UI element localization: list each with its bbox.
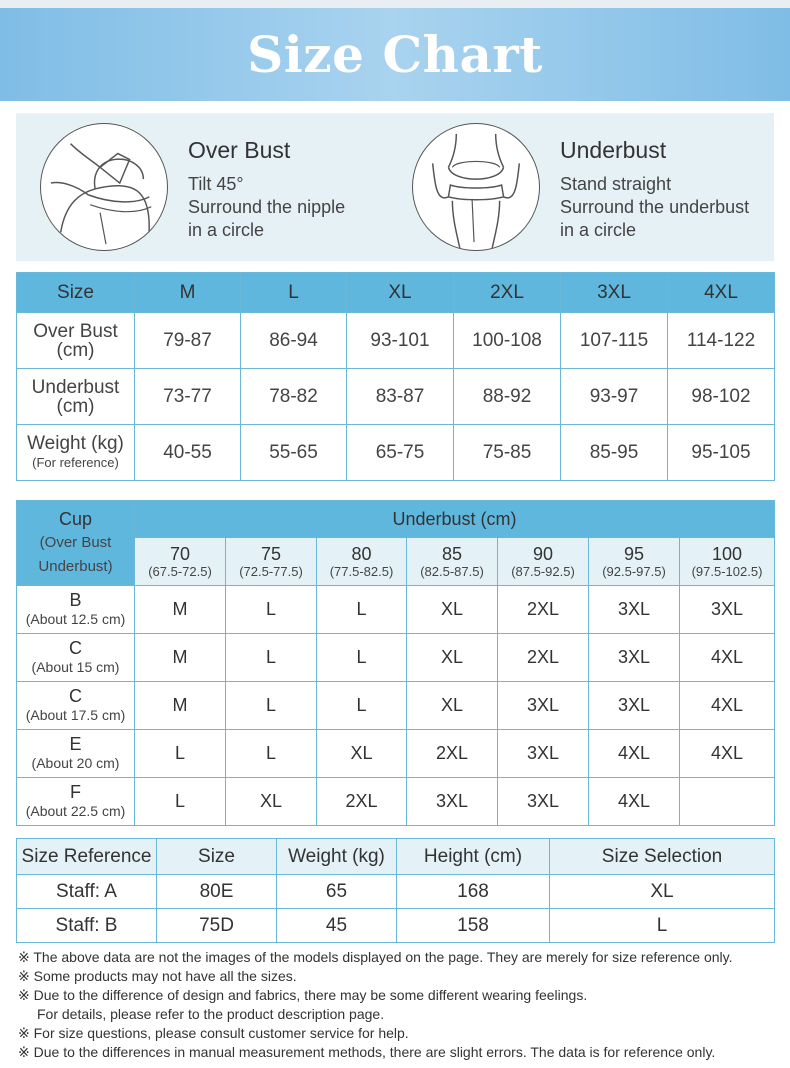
note-line: For details, please refer to the product description page. (37, 1006, 385, 1022)
underbust-col (589, 538, 680, 586)
table-row (17, 425, 775, 481)
row-label-text: Over Bust (33, 320, 118, 342)
table-cell: 100-108 (454, 313, 561, 369)
table-cell: 4XL (680, 634, 775, 682)
cup-about: (About 12.5 cm) (25, 610, 126, 627)
table-row (17, 586, 775, 634)
cup-about: (About 17.5 cm) (25, 706, 126, 723)
note-line: ※ Due to the differences in manual measurement methods, there are slight errors. The data is for reference only. (18, 1044, 716, 1060)
reference-header-cell: Size Selection (550, 839, 775, 875)
page-title: Size Chart (247, 25, 543, 84)
underbust-range: (97.5-102.5) (691, 563, 763, 579)
size-header-cell: 2XL (454, 273, 561, 313)
over-bust-illustration-icon (40, 123, 168, 251)
table-cell: XL (407, 586, 498, 634)
reference-header-cell: Height (cm) (397, 839, 550, 875)
underbust-line-2: Surround the underbust (560, 197, 750, 217)
table-cell: 107-115 (561, 313, 668, 369)
size-reference-table (16, 838, 775, 943)
measurement-guide (16, 113, 774, 261)
size-header-cell: M (135, 273, 241, 313)
cup-about: (About 15 cm) (31, 658, 120, 675)
reference-header-cell: Size Reference (17, 839, 157, 875)
table-cell: L (317, 634, 407, 682)
cup-letter: F (70, 781, 81, 802)
size-header-cell: 4XL (668, 273, 775, 313)
cup-about: (About 22.5 cm) (25, 802, 126, 819)
cup-sub-2: Underbust) (38, 558, 113, 575)
reference-header-cell: Weight (kg) (277, 839, 397, 875)
underbust-range: (72.5-77.5) (239, 563, 303, 579)
size-header-cell: 3XL (561, 273, 668, 313)
underbust-col (407, 538, 498, 586)
table-cell: L (317, 586, 407, 634)
row-label (17, 369, 135, 425)
underbust-guide (388, 113, 774, 261)
cup-label (17, 778, 135, 826)
table-cell: 93-97 (561, 369, 668, 425)
top-strip (0, 0, 790, 8)
table-row (17, 909, 775, 943)
underbust-range: (82.5-87.5) (420, 563, 484, 579)
table-cell: 2XL (498, 586, 589, 634)
table-cell: 3XL (589, 586, 680, 634)
table-cell: 4XL (680, 682, 775, 730)
table-cell: 79-87 (135, 313, 241, 369)
row-label-sub: (cm) (56, 339, 95, 361)
size-table-header (17, 273, 775, 313)
table-cell: 65 (277, 875, 397, 909)
table-cell: 98-102 (668, 369, 775, 425)
table-cell: L (226, 586, 317, 634)
cup-label (17, 682, 135, 730)
cup-sub-1: (Over Bust (39, 534, 112, 551)
table-cell: 3XL (498, 778, 589, 826)
over-bust-guide (16, 113, 386, 261)
underbust-num: 70 (169, 543, 191, 564)
underbust-illustration-icon (412, 123, 540, 251)
table-cell: XL (226, 778, 317, 826)
table-cell: 2XL (498, 634, 589, 682)
size-header-cell: L (241, 273, 347, 313)
size-header-label: Size (17, 273, 135, 313)
row-label-sub: (For reference) (32, 454, 119, 470)
table-cell: 114-122 (668, 313, 775, 369)
table-cell: 78-82 (241, 369, 347, 425)
table-row (17, 634, 775, 682)
table-cell: 2XL (407, 730, 498, 778)
table-cell: 168 (397, 875, 550, 909)
underbust-range: (67.5-72.5) (148, 563, 212, 579)
row-label-text: Weight (kg) (27, 432, 124, 454)
row-label-text: Underbust (31, 376, 120, 398)
notes (18, 948, 790, 1062)
table-cell: 3XL (589, 682, 680, 730)
underbust-num: 85 (441, 543, 463, 564)
reference-header (17, 839, 775, 875)
table-cell: L (226, 730, 317, 778)
underbust-col (226, 538, 317, 586)
underbust-line-3: in a circle (560, 220, 637, 240)
table-row (17, 778, 775, 826)
row-label (17, 425, 135, 481)
over-bust-description (188, 173, 345, 242)
table-cell: M (135, 682, 226, 730)
note-line: ※ The above data are not the images of the models displayed on the page. They are merely for size reference only. (18, 949, 733, 965)
table-cell: L (226, 634, 317, 682)
table-cell: L (135, 778, 226, 826)
underbust-num: 90 (532, 543, 554, 564)
table-cell: 2XL (317, 778, 407, 826)
table-cell: 75D (157, 909, 277, 943)
table-cell: 55-65 (241, 425, 347, 481)
table-cell: 75-85 (454, 425, 561, 481)
table-cell: XL (407, 682, 498, 730)
underbust-col (498, 538, 589, 586)
row-label (17, 313, 135, 369)
table-cell: L (317, 682, 407, 730)
size-table (16, 272, 775, 481)
table-cell: 88-92 (454, 369, 561, 425)
cup-about: (About 20 cm) (31, 754, 120, 771)
cup-label (17, 634, 135, 682)
table-cell: 3XL (680, 586, 775, 634)
table-cell: 83-87 (347, 369, 454, 425)
table-cell: 86-94 (241, 313, 347, 369)
underbust-line-1: Stand straight (560, 174, 672, 194)
table-cell: 45 (277, 909, 397, 943)
underbust-range: (87.5-92.5) (511, 563, 575, 579)
size-header-cell: XL (347, 273, 454, 313)
table-row (17, 313, 775, 369)
table-cell: L (135, 730, 226, 778)
underbust-num: 100 (711, 543, 743, 564)
table-cell: L (226, 682, 317, 730)
note-line: ※ Due to the difference of design and fabrics, there may be some different wearing feelings. (18, 987, 588, 1003)
table-cell: XL (550, 875, 775, 909)
underbust-col (317, 538, 407, 586)
cup-label (17, 586, 135, 634)
over-bust-line-1: Tilt 45° (188, 174, 244, 194)
underbust-num: 80 (351, 543, 372, 564)
underbust-heading: Underbust (560, 137, 667, 163)
table-cell: 95-105 (668, 425, 775, 481)
table-cell: 4XL (589, 730, 680, 778)
table-row (17, 875, 775, 909)
row-label-sub: (cm) (56, 395, 95, 417)
underbust-num: 75 (260, 543, 282, 564)
underbust-num: 95 (623, 543, 645, 564)
underbust-description (560, 173, 749, 242)
over-bust-line-2: Surround the nipple (188, 197, 346, 217)
cup-title: Cup (58, 509, 93, 529)
table-row (17, 369, 775, 425)
note-line: ※ For size questions, please consult customer service for help. (18, 1025, 409, 1041)
table-cell: 80E (157, 875, 277, 909)
table-cell: 4XL (680, 730, 775, 778)
table-cell: XL (407, 634, 498, 682)
note-line: ※ Some products may not have all the sizes. (18, 968, 297, 984)
table-cell: Staff: A (17, 875, 157, 909)
table-cell (680, 778, 775, 826)
cup-table (16, 500, 775, 826)
over-bust-line-3: in a circle (188, 220, 265, 240)
title-banner (0, 8, 790, 101)
cup-letter: C (69, 637, 82, 658)
table-cell: 3XL (589, 634, 680, 682)
table-cell: 3XL (498, 730, 589, 778)
table-cell: 158 (397, 909, 550, 943)
over-bust-heading: Over Bust (188, 137, 291, 163)
table-cell: 3XL (498, 682, 589, 730)
cup-letter: E (69, 733, 82, 754)
cup-letter: C (69, 685, 82, 706)
table-cell: 4XL (589, 778, 680, 826)
cup-letter: B (69, 589, 82, 610)
table-row (17, 730, 775, 778)
reference-header-cell: Size (157, 839, 277, 875)
table-cell: 40-55 (135, 425, 241, 481)
table-cell: 65-75 (347, 425, 454, 481)
underbust-range: (92.5-97.5) (602, 563, 666, 579)
cup-label (17, 730, 135, 778)
cup-corner-header (17, 501, 135, 586)
table-cell: Staff: B (17, 909, 157, 943)
table-cell: 3XL (407, 778, 498, 826)
table-cell: M (135, 586, 226, 634)
table-row (17, 682, 775, 730)
underbust-col (680, 538, 775, 586)
underbust-group-header: Underbust (cm) (135, 501, 775, 538)
table-cell: 73-77 (135, 369, 241, 425)
table-cell: 85-95 (561, 425, 668, 481)
table-cell: 93-101 (347, 313, 454, 369)
table-cell: L (550, 909, 775, 943)
underbust-range: (77.5-82.5) (329, 563, 394, 579)
table-cell: XL (317, 730, 407, 778)
table-cell: M (135, 634, 226, 682)
cup-table-header (17, 501, 775, 538)
underbust-col (135, 538, 226, 586)
